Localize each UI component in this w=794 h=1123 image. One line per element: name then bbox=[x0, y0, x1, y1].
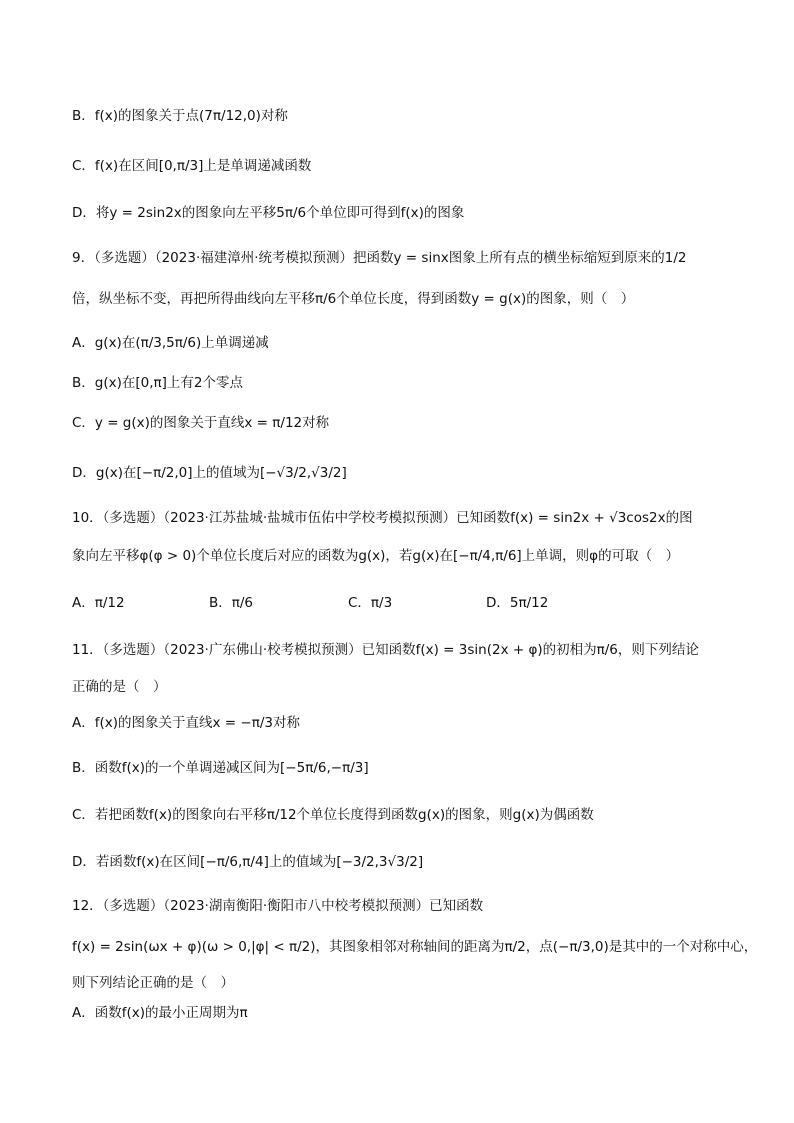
q12-stem-line1: 12．（多选题）（2023·湖南衡阳·衡阳市八中校考模拟预测）已知函数 bbox=[72, 898, 484, 914]
q8-option-b[interactable]: B．f(x)的图象关于点(7π/12,0)对称 bbox=[72, 108, 288, 124]
q8-option-d[interactable]: D．将y = 2sin2x的图象向左平移5π/6个单位即可得到f(x)的图象 bbox=[72, 205, 465, 221]
q9-stem-line1: 9．（多选题）（2023·福建漳州·统考模拟预测）把函数y = sinx图象上所有点的横坐标缩短到原来的1/2 bbox=[72, 250, 687, 266]
q10-option-a[interactable]: A．π/12 bbox=[72, 595, 125, 611]
q11-option-d[interactable]: D．若函数f(x)在区间[−π/6,π/4]上的值域为[−3/2,3√3/2] bbox=[72, 854, 424, 870]
q12-stem-line3: 则下列结论正确的是（ ） bbox=[72, 975, 234, 991]
q8-option-c[interactable]: C．f(x)在区间[0,π/3]上是单调递减函数 bbox=[72, 158, 312, 174]
q10-option-b[interactable]: B．π/6 bbox=[209, 595, 254, 611]
q10-stem-line1: 10．（多选题）（2023·江苏盐城·盐城市伍佑中学校考模拟预测）已知函数f(x) = sin2x + √3cos2x的图 bbox=[72, 510, 693, 526]
q11-option-a[interactable]: A．f(x)的图象关于直线x = −π/3对称 bbox=[72, 715, 300, 731]
q10-stem-line2: 象向左平移φ(φ > 0)个单位长度后对应的函数为g(x)，若g(x)在[−π/4,π/6]上单调，则φ的可取（ ） bbox=[72, 548, 680, 564]
q9-option-d[interactable]: D．g(x)在[−π/2,0]上的值域为[−√3/2,√3/2] bbox=[72, 465, 347, 481]
q11-option-c[interactable]: C．若把函数f(x)的图象向右平移π/12个单位长度得到函数g(x)的图象，则g(x)为偶函数 bbox=[72, 807, 594, 823]
q10-option-c[interactable]: C．π/3 bbox=[348, 595, 393, 611]
q12-option-a[interactable]: A．函数f(x)的最小正周期为π bbox=[72, 1005, 248, 1021]
q11-stem-line1: 11．（多选题）（2023·广东佛山·校考模拟预测）已知函数f(x) = 3sin(2x + φ)的初相为π/6，则下列结论 bbox=[72, 642, 699, 658]
q11-stem-line2: 正确的是（ ） bbox=[72, 679, 167, 695]
q10-option-d[interactable]: D．5π/12 bbox=[486, 595, 549, 611]
q9-option-a[interactable]: A．g(x)在(π/3,5π/6)上单调递减 bbox=[72, 335, 269, 351]
q12-stem-line2: f(x) = 2sin(ωx + φ)(ω > 0,|φ| < π/2)，其图象相邻对称轴间的距离为π/2，点(−π/3,0)是其中的一个对称中心， bbox=[72, 939, 758, 955]
q9-option-b[interactable]: B．g(x)在[0,π]上有2个零点 bbox=[72, 375, 243, 391]
q9-stem-line2: 倍，纵坐标不变，再把所得曲线向左平移π/6个单位长度，得到函数y = g(x)的图象，则（ ） bbox=[72, 291, 635, 307]
q11-option-b[interactable]: B．函数f(x)的一个单调递减区间为[−5π/6,−π/3] bbox=[72, 760, 369, 776]
q9-option-c[interactable]: C．y = g(x)的图象关于直线x = π/12对称 bbox=[72, 415, 330, 431]
